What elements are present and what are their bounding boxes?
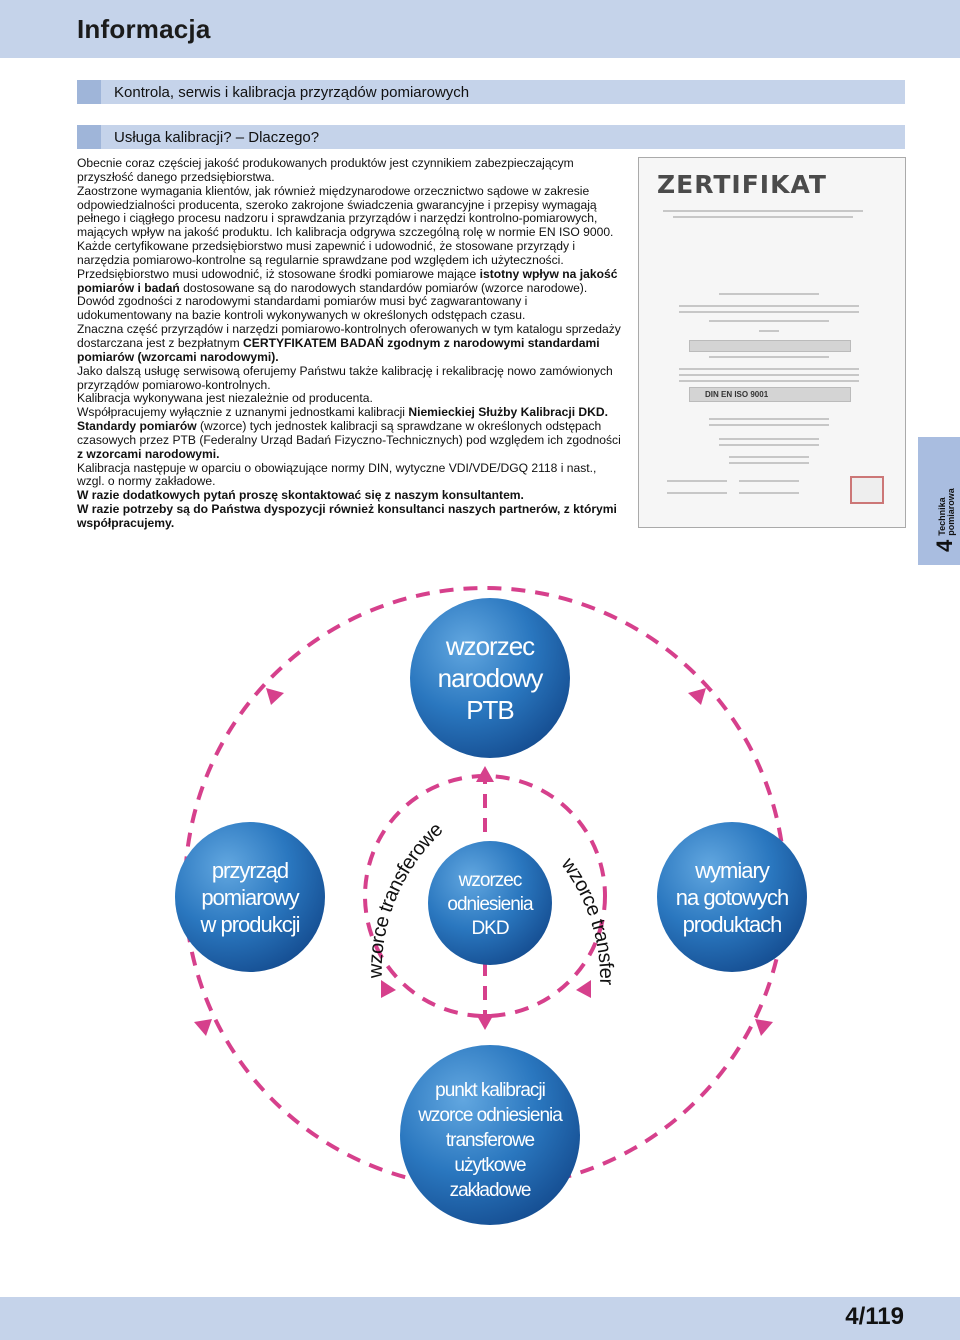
arrow-icon (266, 688, 284, 705)
body-text (77, 157, 624, 531)
paragraph: W razie potrzeby są do Państwa dyspozycji również konsultanci naszych partnerów, z którymi współpracujemy. (77, 502, 617, 530)
top-circle-line: wzorzec (445, 631, 535, 661)
chapter-label-2: pomiarowa (946, 488, 956, 536)
top-circle-line: PTB (466, 695, 514, 725)
arrow-icon (576, 980, 591, 998)
top-circle-line: narodowy (437, 663, 543, 693)
page-title: Informacja (77, 14, 211, 44)
page-header (0, 0, 960, 58)
paragraph: Jako dalszą usługę serwisową oferujemy Państwu także kalibrację i rekalibrację nowo zamówionych przyrządów pomiarowo-kontrolnych. (77, 363, 613, 392)
certificate-standard: DIN EN ISO 9001 (705, 390, 769, 399)
paragraph: Znaczna część przyrządów i narzędzi pomiarowo-kontrolnych oferowanych w tym katalogu sprzedaży dostarczana jest z bezpłatnym CERTYFIKATEM BADAŃ zgodnym z narodowymi standardami pomiarów (wzorcami narodowymi). (77, 322, 621, 364)
arrow-down-icon (476, 1014, 494, 1030)
paragraph: Zaostrzone wymagania klientów, jak również międzynarodowe orzecznictwo sądowe w zakresie odpowiedzialności producenta, szeroko zakrojone świadczenia gwarancyjne i przepisy wymagają pełnego i ciągłego procesu nadzoru i sprawdzania przyrządów i narzędzi kontrolno-pomiarowych, mających wpływ na jakość produktu. Ich kalibracja odgrywa szczególną rolę w normie EN ISO 9000. Każde certyfikowane przedsiębiorstwo musi zapewnić i udowodnić, że stosowane przyrządy i narzędzia pomiarowo-kontrolne są regularnie sprawdzane pod względem ich użyteczności. (77, 183, 614, 267)
left-circle-line: przyrząd (211, 858, 289, 883)
arrow-icon (755, 1019, 773, 1036)
arrow-icon (381, 980, 396, 998)
right-transfer-label: wzorce transfer (556, 854, 618, 985)
right-circle-line: produktach (682, 912, 782, 937)
center-circle-line: odniesienia (447, 894, 533, 915)
chapter-label-1: Technika (937, 497, 947, 536)
section-bar-1 (77, 80, 905, 104)
bottom-circle-line: użytkowe (454, 1155, 526, 1176)
right-circle-line: wymiary (695, 858, 769, 883)
section-title-2: Usługa kalibracji? – Dlaczego? (114, 129, 320, 146)
chapter-tab (918, 437, 960, 565)
arrow-icon (688, 688, 706, 705)
arrow-up-icon (476, 766, 494, 782)
bottom-circle-line: wzorce odniesienia (418, 1105, 562, 1126)
certificate-logo (850, 476, 884, 504)
calibration-hierarchy-diagram (0, 580, 960, 1240)
center-circle-line: DKD (471, 918, 509, 939)
left-circle-line: pomiarowy (201, 885, 299, 910)
page-footer (0, 1297, 960, 1340)
certificate-image (638, 157, 906, 528)
paragraph: Standardy pomiarów (wzorce) tych jednostek kalibracji są sprawdzane w określonych odstępach czasowych przez PTB (Federalny Urząd Badań Fizyczno-Technicznych) pod względem ich zgodności z wzorcami narodowymi. (77, 419, 621, 461)
section-bar-2 (77, 125, 905, 149)
section-marker (77, 80, 101, 104)
bottom-circle-line: transferowe (445, 1130, 535, 1151)
left-transfer-label: wzorce transferowe (364, 818, 448, 979)
paragraph: W razie dodatkowych pytań proszę skontaktować się z naszym konsultantem. (77, 488, 524, 503)
left-circle-line: w produkcji (200, 912, 300, 937)
bottom-circle-line: zakładowe (449, 1180, 531, 1201)
paragraph: Kalibracja następuje w oparciu o obowiązujące normy DIN, wytyczne VDI/VDE/DGQ 2118 i nast., wzgl. o normy zakładowe. (77, 460, 597, 489)
paragraph: Współpracujemy wyłącznie z uznanymi jednostkami kalibracji Niemieckiej Służby Kalibracji DKD. (77, 405, 608, 420)
center-circle-line: wzorzec (458, 870, 522, 891)
chapter-number: 4 (932, 539, 957, 552)
page-number: 4/119 (845, 1303, 904, 1330)
bottom-circle-line: punkt kalibracji (435, 1080, 545, 1101)
right-circle-line: na gotowych (675, 885, 789, 910)
certificate-title: ZERTIFIKAT (657, 170, 827, 199)
arrow-icon (194, 1019, 212, 1036)
section-title-1: Kontrola, serwis i kalibracja przyrządów pomiarowych (114, 84, 470, 101)
paragraph: Kalibracja wykonywana jest niezależnie od producenta. (77, 391, 373, 406)
paragraph: Obecnie coraz częściej jakość produkowanych produktów jest czynnikiem zabezpieczającym przyszłość danego przedsiębiorstwa. (77, 156, 574, 184)
section-marker (77, 125, 101, 149)
paragraph: Przedsiębiorstwo musi udowodnić, iż stosowane środki pomiarowe mające istotny wpływ na jakość pomiarów i badań dostosowane są do narodowych standardów pomiarów (wzorce narodowe). Dowód zgodności z narodowymi standardami pomiarów musi być zagwarantowany i udokumentowany na bazie kontroli wykonywanych w określonych odstępach czasu. (77, 266, 618, 323)
